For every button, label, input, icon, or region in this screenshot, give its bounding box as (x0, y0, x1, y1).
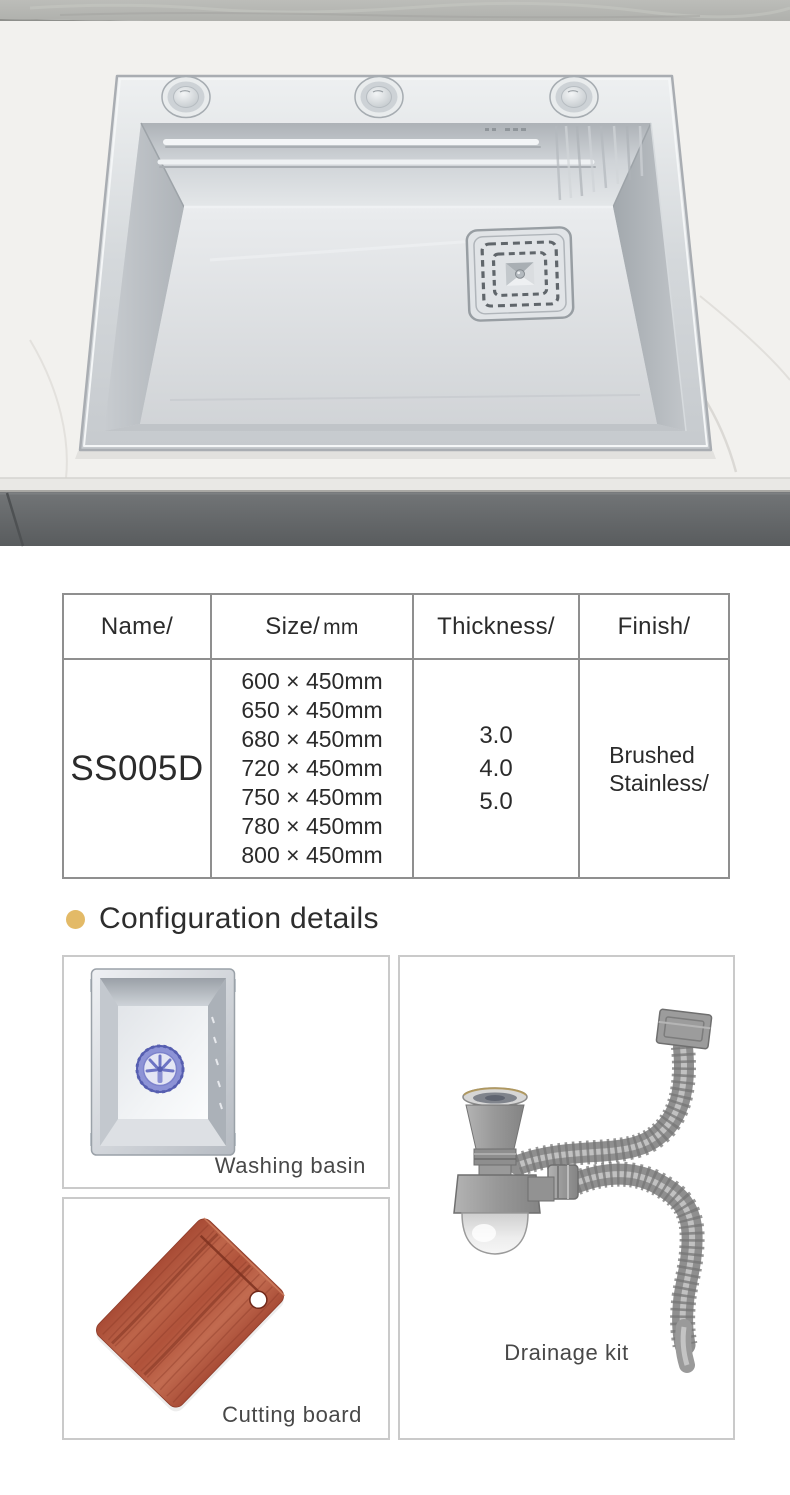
spec-table-header-row (63, 594, 729, 659)
cutting-board-label: Cutting board (222, 1402, 362, 1427)
bullet-icon (66, 910, 85, 929)
size-option: 780 × 450mm (241, 813, 383, 839)
drainage-kit-card (398, 955, 735, 1440)
drainage-kit-label: Drainage kit (504, 1340, 629, 1365)
faucet-hole-cover (162, 77, 210, 118)
header-thickness: Thickness/ (413, 594, 579, 659)
header-size (211, 594, 413, 659)
finish-value (579, 659, 729, 878)
drain-cover (466, 227, 573, 321)
drain-basket (454, 1088, 554, 1254)
sink-basin (104, 123, 686, 431)
thickness-option: 3.0 (479, 722, 513, 749)
sink (80, 76, 711, 450)
overflow-fitting (656, 1009, 712, 1049)
washing-basin-card (62, 955, 390, 1189)
header-name: Name/ (63, 594, 211, 659)
cutting-board-card (62, 1197, 390, 1440)
finish-line: Brushed (609, 741, 695, 768)
configuration-grid (62, 955, 735, 1440)
cabinet-front (0, 492, 790, 546)
header-finish: Finish/ (579, 594, 729, 659)
sink-photo-illustration (0, 0, 790, 548)
spec-table (62, 593, 730, 879)
thickness-option: 4.0 (479, 755, 513, 782)
thickness-options (413, 659, 579, 878)
faucet-hole-cover (550, 77, 598, 118)
size-option: 750 × 450mm (241, 784, 383, 810)
finish-line: Stainless/ (609, 769, 709, 796)
thickness-option: 5.0 (479, 788, 513, 815)
size-option: 720 × 450mm (241, 755, 383, 781)
faucet-hole-cover (355, 77, 403, 118)
section-heading (66, 902, 379, 936)
overflow-hose (518, 1047, 684, 1165)
model-name: SS005D (63, 659, 211, 878)
size-option: 800 × 450mm (241, 842, 383, 868)
header-size-unit: mm (323, 615, 359, 639)
size-option: 680 × 450mm (241, 726, 383, 752)
basin-drain (137, 1046, 183, 1092)
section-title: Configuration details (99, 902, 379, 935)
product-photo (0, 0, 790, 548)
drain-hose (576, 1174, 692, 1365)
spec-table-row (63, 659, 729, 878)
washing-basin-label: Washing basin (214, 1153, 366, 1178)
size-options (211, 659, 413, 878)
washing-basin-image (90, 967, 236, 1157)
size-option: 650 × 450mm (241, 697, 383, 723)
size-option: 600 × 450mm (241, 668, 383, 694)
header-size-text: Size/ (265, 612, 321, 640)
